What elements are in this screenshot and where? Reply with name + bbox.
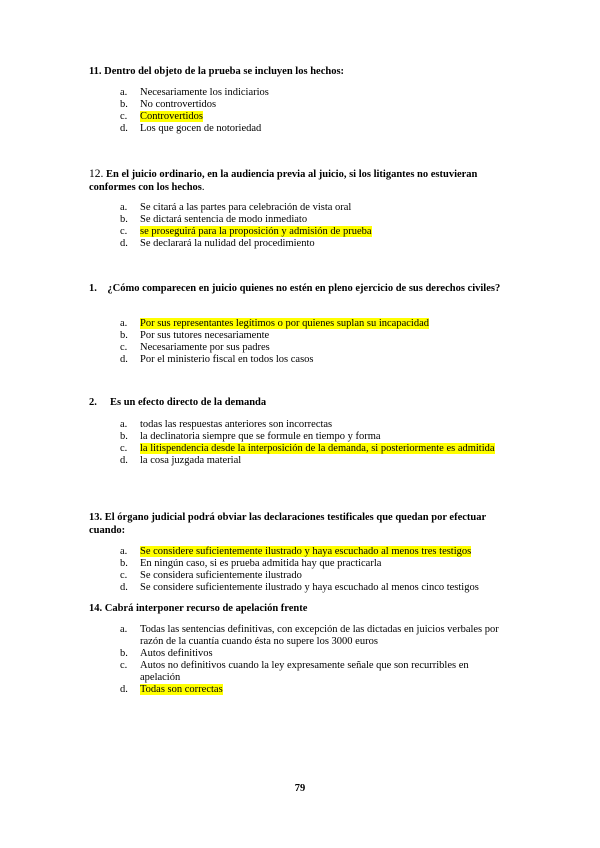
option-d (120, 455, 510, 467)
option-a (120, 318, 510, 330)
option-a (120, 546, 510, 558)
question-1 (89, 283, 509, 296)
option-letter: c. (120, 342, 128, 353)
option-c (120, 226, 510, 238)
option-text: Necesariamente los indiciarios (140, 87, 269, 98)
option-letter: c. (120, 226, 128, 237)
question-number: 12. (89, 168, 104, 180)
option-letter: a. (120, 546, 128, 557)
options-list-11 (120, 87, 510, 135)
option-b (120, 214, 510, 226)
option-letter: b. (120, 214, 128, 225)
option-letter: b. (120, 330, 128, 341)
option-b (120, 99, 510, 111)
option-text-highlighted: Por sus representantes legítimos o por quienes suplan su incapacidad (140, 318, 429, 329)
question-text: En el juicio ordinario, en la audiencia previa al juicio, si los litigantes no estuvieran conformes con los hechos (89, 169, 478, 193)
option-letter: d. (120, 582, 128, 593)
option-text: Se declarará la nulidad del procedimiento (140, 238, 315, 249)
option-text-highlighted: Se considere suficientemente ilustrado y haya escuchado al menos tres testigos (140, 546, 472, 557)
option-text-highlighted: la litispendencia desde la interposición de la demanda, si posteriormente es admitida (140, 443, 495, 454)
option-text: todas las respuestas anteriores son incorrectas (140, 419, 333, 430)
option-a (120, 624, 510, 648)
option-text: En ningún caso, si es prueba admitida hay que practicarla (140, 558, 382, 569)
option-d (120, 238, 510, 250)
option-letter: b. (120, 558, 128, 569)
option-b (120, 558, 510, 570)
option-b (120, 431, 510, 443)
option-text: Todas las sentencias definitivas, con excepción de las dictadas en juicios verbales por razón de la cuantía cuando ésta no supere los 3000 euros (140, 624, 499, 647)
option-text: Autos no definitivos cuando la ley expresamente señale que son recurribles en apelación (140, 660, 469, 683)
option-text: Por sus tutores necesariamente (140, 330, 270, 341)
option-c (120, 111, 510, 123)
question-text: Cabrá interponer recurso de apelación frente (104, 603, 308, 614)
option-letter: b. (120, 99, 128, 110)
option-text: Autos definitivos (140, 648, 213, 659)
option-a (120, 419, 510, 431)
question-11 (89, 66, 509, 79)
option-text-highlighted: se proseguirá para la proposición y admisión de prueba (140, 226, 372, 237)
option-letter: d. (120, 238, 128, 249)
option-a (120, 87, 510, 99)
question-2 (89, 397, 509, 410)
options-list-2 (120, 419, 510, 467)
question-text: Es un efecto directo de la demanda (110, 397, 267, 408)
option-d (120, 582, 510, 594)
option-letter: d. (120, 684, 128, 695)
option-letter: a. (120, 318, 128, 329)
option-letter: c. (120, 660, 128, 671)
option-text-highlighted: Todas son correctas (140, 684, 223, 695)
option-d (120, 684, 510, 696)
question-tail: . (201, 181, 205, 193)
option-letter: c. (120, 443, 128, 454)
question-text: ¿Cómo comparecen en juicio quienes no estén en pleno ejercicio de sus derechos civiles? (107, 283, 501, 294)
option-text: la cosa juzgada material (140, 455, 242, 466)
option-c (120, 342, 510, 354)
option-text: Se considere suficientemente ilustrado y haya escuchado al menos cinco testigos (140, 582, 479, 593)
question-text: Dentro del objeto de la prueba se incluyen los hechos: (104, 66, 345, 77)
options-list-13 (120, 546, 510, 594)
question-number: 2. (89, 397, 97, 408)
option-letter: d. (120, 354, 128, 365)
option-d (120, 123, 510, 135)
option-letter: a. (120, 624, 128, 635)
question-number: 14. (89, 603, 103, 614)
option-text-highlighted: Controvertidos (140, 111, 203, 122)
option-text: Se dictará sentencia de modo inmediato (140, 214, 308, 225)
question-number: 1. (89, 283, 97, 294)
option-text: Se considera suficientemente ilustrado (140, 570, 302, 581)
question-14 (89, 603, 509, 616)
option-letter: a. (120, 87, 128, 98)
option-text: Los que gocen de notoriedad (140, 123, 262, 134)
question-number: 13. (89, 512, 103, 523)
option-d (120, 354, 510, 366)
question-13 (89, 512, 509, 537)
option-text: Por el ministerio fiscal en todos los casos (140, 354, 314, 365)
options-list-1 (120, 318, 510, 366)
option-letter: b. (120, 431, 128, 442)
option-letter: c. (120, 570, 128, 581)
options-list-14 (120, 624, 510, 696)
question-number: 11. (89, 66, 102, 77)
option-c (120, 660, 510, 684)
question-12 (89, 168, 509, 194)
option-c (120, 570, 510, 582)
option-text: Necesariamente por sus padres (140, 342, 270, 353)
option-text: Se citará a las partes para celebración de vista oral (140, 202, 352, 213)
option-letter: a. (120, 202, 128, 213)
option-letter: d. (120, 123, 128, 134)
option-letter: c. (120, 111, 128, 122)
option-a (120, 202, 510, 214)
page-number: 79 (294, 783, 306, 794)
option-letter: d. (120, 455, 128, 466)
option-text: No controvertidos (140, 99, 217, 110)
option-letter: b. (120, 648, 128, 659)
option-text: la declinatoria siempre que se formule en tiempo y forma (140, 431, 381, 442)
option-letter: a. (120, 419, 128, 430)
options-list-12 (120, 202, 510, 250)
option-c (120, 443, 510, 455)
question-text: El órgano judicial podrá obviar las declaraciones testificales que quedan por efectuar cuando: (89, 512, 486, 536)
option-b (120, 648, 510, 660)
option-b (120, 330, 510, 342)
